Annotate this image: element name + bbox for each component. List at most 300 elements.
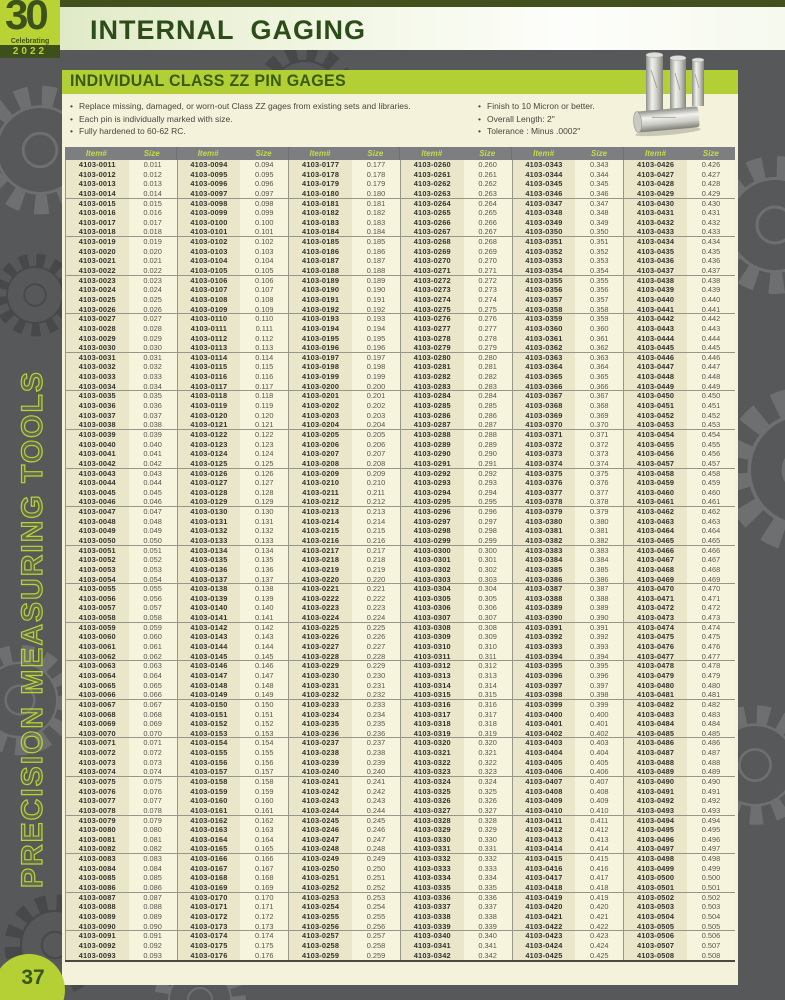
item-size-pair <box>400 787 512 797</box>
item-cell: 4103-0072 <box>66 748 129 758</box>
size-cell: 0.182 <box>352 208 400 218</box>
size-cell: 0.362 <box>575 343 623 352</box>
item-cell: 4103-0125 <box>178 459 241 468</box>
size-cell: 0.074 <box>129 767 177 776</box>
size-cell: 0.145 <box>240 652 288 661</box>
item-cell: 4103-0103 <box>178 247 241 257</box>
size-cell: 0.299 <box>464 536 512 545</box>
item-size-pair <box>512 796 624 806</box>
size-cell: 0.324 <box>464 777 512 787</box>
item-size-pair <box>512 922 624 931</box>
item-cell: 4103-0500 <box>624 873 687 883</box>
size-cell: 0.046 <box>129 497 177 506</box>
item-size-pair <box>288 864 400 874</box>
item-size-pair <box>65 382 177 391</box>
item-size-pair <box>512 883 624 892</box>
size-cell: 0.141 <box>240 613 288 622</box>
item-size-pair <box>400 276 512 286</box>
table-row <box>65 285 735 295</box>
item-size-pair <box>623 256 735 266</box>
size-cell: 0.490 <box>687 777 735 787</box>
size-cell: 0.108 <box>240 295 288 305</box>
table-row <box>65 536 735 546</box>
item-cell: 4103-0426 <box>624 160 687 170</box>
size-cell: 0.263 <box>464 189 512 198</box>
size-cell: 0.268 <box>464 237 512 247</box>
item-cell: 4103-0296 <box>401 507 464 517</box>
size-cell: 0.319 <box>464 729 512 738</box>
bullet-item <box>70 125 470 138</box>
size-cell: 0.243 <box>352 796 400 806</box>
size-cell: 0.136 <box>240 565 288 575</box>
item-size-pair <box>65 729 177 738</box>
size-cell: 0.236 <box>352 729 400 738</box>
item-cell: 4103-0020 <box>66 247 129 257</box>
size-cell: 0.207 <box>352 449 400 459</box>
item-size-pair <box>288 738 400 748</box>
size-cell: 0.025 <box>129 295 177 305</box>
item-cell: 4103-0380 <box>513 517 576 527</box>
size-cell: 0.331 <box>464 844 512 853</box>
item-size-pair <box>400 661 512 671</box>
item-cell: 4103-0329 <box>401 825 464 835</box>
item-cell: 4103-0245 <box>289 816 352 826</box>
item-size-pair <box>400 208 512 218</box>
item-cell: 4103-0139 <box>178 594 241 604</box>
size-cell: 0.026 <box>129 305 177 314</box>
item-cell: 4103-0224 <box>289 613 352 622</box>
item-cell: 4103-0308 <box>401 623 464 633</box>
size-cell: 0.453 <box>687 420 735 429</box>
size-cell: 0.386 <box>575 575 623 584</box>
size-cell: 0.322 <box>464 758 512 768</box>
table-row <box>65 941 735 951</box>
item-size-pair <box>177 372 289 382</box>
item-size-pair <box>177 710 289 720</box>
item-size-pair <box>177 681 289 691</box>
item-cell: 4103-0463 <box>624 517 687 527</box>
item-size-pair <box>65 256 177 266</box>
item-size-pair <box>623 912 735 922</box>
size-cell: 0.023 <box>129 276 177 286</box>
table-row <box>65 864 735 874</box>
size-cell: 0.423 <box>575 931 623 941</box>
table-row <box>65 266 735 276</box>
item-size-pair <box>512 170 624 180</box>
table-row <box>65 227 735 237</box>
item-cell: 4103-0278 <box>401 334 464 344</box>
item-cell: 4103-0330 <box>401 835 464 845</box>
size-cell: 0.441 <box>687 305 735 314</box>
size-cell: 0.415 <box>575 854 623 864</box>
size-cell: 0.193 <box>352 314 400 324</box>
item-size-pair <box>177 170 289 180</box>
item-cell: 4103-0186 <box>289 247 352 257</box>
bullet-text: Overall Length: 2" <box>487 113 555 124</box>
item-size-pair <box>288 170 400 180</box>
size-cell: 0.180 <box>352 189 400 198</box>
item-cell: 4103-0390 <box>513 613 576 622</box>
item-cell: 4103-0440 <box>624 295 687 305</box>
item-cell: 4103-0111 <box>178 324 241 334</box>
size-cell: 0.041 <box>129 449 177 459</box>
size-cell: 0.436 <box>687 256 735 266</box>
item-size-pair <box>400 816 512 826</box>
size-cell: 0.118 <box>240 391 288 401</box>
item-cell: 4103-0264 <box>401 199 464 209</box>
top-accent-strip <box>0 0 785 7</box>
item-size-pair <box>288 873 400 883</box>
size-cell: 0.221 <box>352 584 400 594</box>
item-cell: 4103-0486 <box>624 738 687 748</box>
item-size-pair <box>400 854 512 864</box>
vertical-pin <box>692 58 704 106</box>
size-cell: 0.493 <box>687 806 735 815</box>
item-size-pair <box>288 420 400 429</box>
item-cell: 4103-0385 <box>513 565 576 575</box>
item-cell: 4103-0367 <box>513 391 576 401</box>
table-header-row <box>65 147 735 160</box>
item-cell: 4103-0030 <box>66 343 129 352</box>
item-size-pair <box>623 652 735 661</box>
size-cell: 0.463 <box>687 517 735 527</box>
item-cell: 4103-0433 <box>624 227 687 236</box>
item-size-pair <box>65 835 177 845</box>
item-size-pair <box>623 430 735 440</box>
item-cell: 4103-0339 <box>401 922 464 931</box>
item-size-pair <box>623 854 735 864</box>
item-cell: 4103-0477 <box>624 652 687 661</box>
item-cell: 4103-0371 <box>513 430 576 440</box>
item-size-pair <box>623 237 735 247</box>
size-cell: 0.373 <box>575 449 623 459</box>
item-size-pair <box>177 652 289 661</box>
size-cell: 0.497 <box>687 844 735 853</box>
item-cell: 4103-0023 <box>66 276 129 286</box>
item-size-pair <box>177 594 289 604</box>
size-cell: 0.369 <box>575 411 623 421</box>
item-size-pair <box>65 189 177 198</box>
size-cell: 0.347 <box>575 199 623 209</box>
item-cell: 4103-0270 <box>401 256 464 266</box>
item-cell: 4103-0348 <box>513 208 576 218</box>
item-cell: 4103-0037 <box>66 411 129 421</box>
item-size-pair <box>400 883 512 892</box>
size-cell: 0.272 <box>464 276 512 286</box>
size-cell: 0.329 <box>464 825 512 835</box>
size-cell: 0.209 <box>352 469 400 479</box>
size-cell: 0.382 <box>575 536 623 545</box>
item-size-pair <box>65 661 177 671</box>
item-size-pair <box>65 690 177 699</box>
table-row <box>65 237 735 247</box>
item-cell: 4103-0081 <box>66 835 129 845</box>
item-size-pair <box>65 218 177 228</box>
size-cell: 0.394 <box>575 652 623 661</box>
item-cell: 4103-0473 <box>624 613 687 622</box>
item-cell: 4103-0481 <box>624 690 687 699</box>
item-cell: 4103-0126 <box>178 469 241 479</box>
anniversary-logo <box>0 0 60 58</box>
logo-30-text: 30 <box>5 0 46 38</box>
item-size-pair <box>177 517 289 527</box>
size-cell: 0.095 <box>240 170 288 180</box>
item-cell: 4103-0048 <box>66 517 129 527</box>
item-cell: 4103-0171 <box>178 902 241 912</box>
item-cell: 4103-0300 <box>401 546 464 556</box>
item-size-pair <box>177 941 289 951</box>
item-size-pair <box>400 555 512 565</box>
item-size-pair <box>65 902 177 912</box>
item-size-pair <box>623 777 735 787</box>
item-size-pair <box>177 661 289 671</box>
item-size-pair <box>512 806 624 815</box>
size-cell: 0.459 <box>687 478 735 488</box>
pin-gages-photo <box>552 48 727 143</box>
item-size-pair <box>623 710 735 720</box>
item-size-pair <box>288 816 400 826</box>
size-cell: 0.084 <box>129 864 177 874</box>
size-cell: 0.161 <box>240 806 288 815</box>
item-cell: 4103-0291 <box>401 459 464 468</box>
size-cell: 0.160 <box>240 796 288 806</box>
item-cell: 4103-0430 <box>624 199 687 209</box>
item-cell: 4103-0168 <box>178 873 241 883</box>
size-cell: 0.015 <box>129 199 177 209</box>
item-size-pair <box>288 449 400 459</box>
table-row <box>65 170 735 180</box>
item-cell: 4103-0158 <box>178 777 241 787</box>
item-cell: 4103-0185 <box>289 237 352 247</box>
item-size-pair <box>512 623 624 633</box>
item-cell: 4103-0421 <box>513 912 576 922</box>
item-size-pair <box>177 334 289 344</box>
size-cell: 0.152 <box>240 719 288 729</box>
item-cell: 4103-0353 <box>513 256 576 266</box>
item-cell: 4103-0369 <box>513 411 576 421</box>
item-cell: 4103-0319 <box>401 729 464 738</box>
item-cell: 4103-0310 <box>401 642 464 652</box>
item-cell: 4103-0483 <box>624 710 687 720</box>
size-cell: 0.291 <box>464 459 512 468</box>
size-cell: 0.401 <box>575 719 623 729</box>
size-cell: 0.039 <box>129 430 177 440</box>
item-size-pair <box>623 517 735 527</box>
table-row <box>65 478 735 488</box>
item-cell: 4103-0228 <box>289 652 352 661</box>
size-cell: 0.213 <box>352 507 400 517</box>
size-cell: 0.400 <box>575 710 623 720</box>
size-cell: 0.429 <box>687 189 735 198</box>
size-cell: 0.390 <box>575 613 623 622</box>
size-cell: 0.056 <box>129 594 177 604</box>
item-cell: 4103-0258 <box>289 941 352 951</box>
size-cell: 0.030 <box>129 343 177 352</box>
item-size-pair <box>177 430 289 440</box>
item-cell: 4103-0181 <box>289 199 352 209</box>
table-row <box>65 497 735 507</box>
item-cell: 4103-0309 <box>401 632 464 642</box>
item-cell: 4103-0428 <box>624 179 687 189</box>
size-cell: 0.032 <box>129 362 177 372</box>
item-size-pair <box>623 584 735 594</box>
item-size-pair <box>288 565 400 575</box>
size-cell: 0.448 <box>687 372 735 382</box>
item-cell: 4103-0284 <box>401 391 464 401</box>
item-cell: 4103-0223 <box>289 603 352 613</box>
item-cell: 4103-0393 <box>513 642 576 652</box>
size-cell: 0.345 <box>575 179 623 189</box>
item-size-pair <box>512 844 624 853</box>
item-cell: 4103-0089 <box>66 912 129 922</box>
item-cell: 4103-0301 <box>401 555 464 565</box>
item-cell: 4103-0235 <box>289 719 352 729</box>
item-cell: 4103-0210 <box>289 478 352 488</box>
item-cell: 4103-0209 <box>289 469 352 479</box>
item-cell: 4103-0244 <box>289 806 352 815</box>
item-cell: 4103-0152 <box>178 719 241 729</box>
item-size-pair <box>288 594 400 604</box>
size-cell: 0.360 <box>575 324 623 334</box>
item-cell: 4103-0346 <box>513 189 576 198</box>
item-cell: 4103-0222 <box>289 594 352 604</box>
size-cell: 0.150 <box>240 700 288 710</box>
size-cell: 0.494 <box>687 816 735 826</box>
item-cell: 4103-0051 <box>66 546 129 556</box>
item-size-pair <box>65 796 177 806</box>
size-cell: 0.325 <box>464 787 512 797</box>
header-pair <box>288 147 400 160</box>
item-cell: 4103-0298 <box>401 526 464 536</box>
item-size-pair <box>400 835 512 845</box>
item-size-pair <box>288 401 400 411</box>
item-cell: 4103-0374 <box>513 459 576 468</box>
item-cell: 4103-0140 <box>178 603 241 613</box>
item-cell: 4103-0266 <box>401 218 464 228</box>
item-size-pair <box>400 526 512 536</box>
item-cell: 4103-0117 <box>178 382 241 391</box>
item-size-pair <box>65 883 177 892</box>
size-cell: 0.220 <box>352 575 400 584</box>
size-cell: 0.237 <box>352 738 400 748</box>
item-cell: 4103-0350 <box>513 227 576 236</box>
item-size-pair <box>512 671 624 681</box>
item-size-pair <box>65 719 177 729</box>
size-cell: 0.442 <box>687 314 735 324</box>
header-pair <box>399 147 511 160</box>
item-cell: 4103-0045 <box>66 488 129 498</box>
item-cell: 4103-0420 <box>513 902 576 912</box>
item-cell: 4103-0342 <box>401 951 464 961</box>
size-cell: 0.428 <box>687 179 735 189</box>
item-cell: 4103-0438 <box>624 276 687 286</box>
item-size-pair <box>65 526 177 536</box>
item-cell: 4103-0208 <box>289 459 352 468</box>
size-cell: 0.293 <box>464 478 512 488</box>
size-cell: 0.355 <box>575 276 623 286</box>
size-cell: 0.246 <box>352 825 400 835</box>
size-cell: 0.471 <box>687 594 735 604</box>
size-cell: 0.101 <box>240 227 288 236</box>
item-cell: 4103-0076 <box>66 787 129 797</box>
size-cell: 0.105 <box>240 266 288 275</box>
item-cell: 4103-0304 <box>401 584 464 594</box>
item-size-pair <box>512 372 624 382</box>
header-pair <box>623 147 735 160</box>
size-cell: 0.123 <box>240 440 288 450</box>
item-cell: 4103-0450 <box>624 391 687 401</box>
table-row <box>65 806 735 816</box>
item-cell: 4103-0024 <box>66 285 129 295</box>
item-size-pair <box>400 941 512 951</box>
item-cell: 4103-0120 <box>178 411 241 421</box>
size-cell: 0.434 <box>687 237 735 247</box>
item-cell: 4103-0133 <box>178 536 241 545</box>
size-cell: 0.443 <box>687 324 735 334</box>
item-cell: 4103-0109 <box>178 305 241 314</box>
item-size-pair <box>623 497 735 506</box>
item-size-pair <box>512 767 624 776</box>
item-cell: 4103-0496 <box>624 835 687 845</box>
item-size-pair <box>512 825 624 835</box>
item-size-pair <box>400 710 512 720</box>
table-row <box>65 825 735 835</box>
table-row <box>65 758 735 768</box>
size-cell: 0.288 <box>464 430 512 440</box>
size-cell: 0.338 <box>464 912 512 922</box>
size-cell: 0.363 <box>575 353 623 363</box>
size-cell: 0.138 <box>240 584 288 594</box>
item-cell: 4103-0078 <box>66 806 129 815</box>
size-cell: 0.383 <box>575 546 623 556</box>
item-size-pair <box>623 372 735 382</box>
item-size-pair <box>177 526 289 536</box>
item-cell: 4103-0418 <box>513 883 576 892</box>
item-cell: 4103-0236 <box>289 729 352 738</box>
item-size-pair <box>623 758 735 768</box>
item-size-pair <box>400 632 512 642</box>
size-cell: 0.116 <box>240 372 288 382</box>
size-cell: 0.127 <box>240 478 288 488</box>
item-cell: 4103-0176 <box>178 951 241 961</box>
size-cell: 0.300 <box>464 546 512 556</box>
item-size-pair <box>512 632 624 642</box>
size-cell: 0.098 <box>240 199 288 209</box>
item-size-pair <box>400 719 512 729</box>
size-cell: 0.064 <box>129 671 177 681</box>
size-cell: 0.318 <box>464 719 512 729</box>
item-size-pair <box>400 469 512 479</box>
item-cell: 4103-0017 <box>66 218 129 228</box>
item-size-pair <box>512 912 624 922</box>
table-body <box>65 160 735 962</box>
item-cell: 4103-0407 <box>513 777 576 787</box>
item-size-pair <box>623 681 735 691</box>
item-size-pair <box>400 777 512 787</box>
size-cell: 0.201 <box>352 391 400 401</box>
item-size-pair <box>288 623 400 633</box>
size-cell: 0.029 <box>129 334 177 344</box>
item-size-pair <box>400 536 512 545</box>
size-cell: 0.224 <box>352 613 400 622</box>
item-size-pair <box>288 681 400 691</box>
size-cell: 0.472 <box>687 603 735 613</box>
item-size-pair <box>400 372 512 382</box>
item-size-pair <box>177 459 289 468</box>
size-cell: 0.242 <box>352 787 400 797</box>
size-cell: 0.240 <box>352 767 400 776</box>
item-size-pair <box>512 835 624 845</box>
